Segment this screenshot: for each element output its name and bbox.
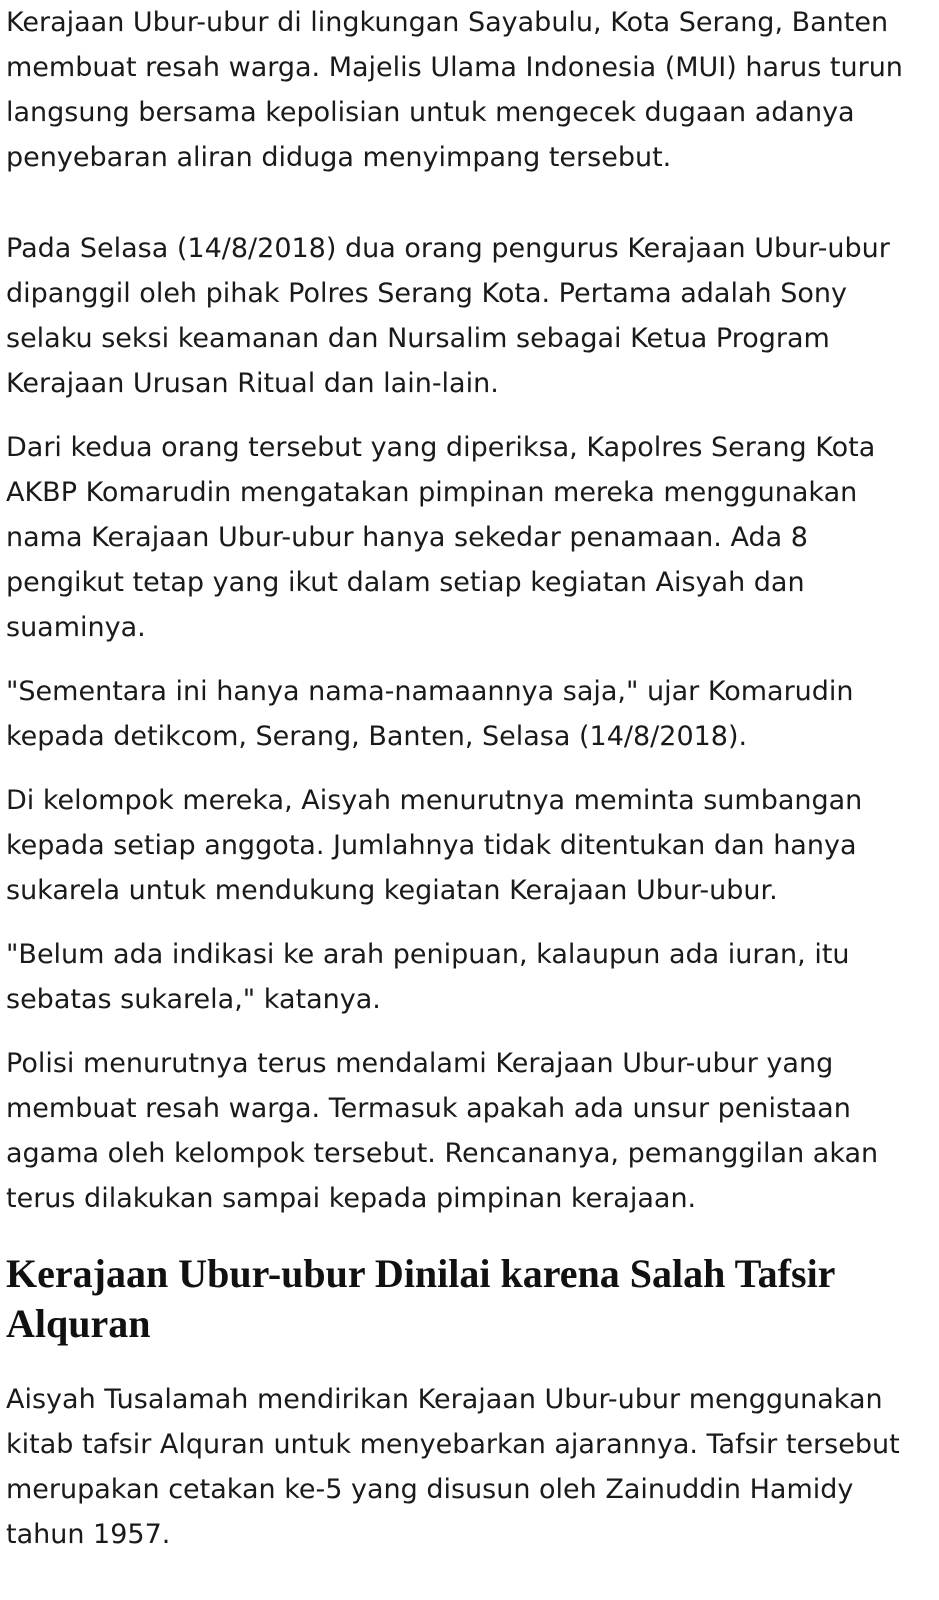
paragraph-investigation: Polisi menurutnya terus mendalami Kerajaan Ubur-ubur yang membuat resah warga. Termasuk apakah ada unsur penistaan agama oleh kelompok tersebut. Rencananya, pemanggilan akan terus dilakukan sampai kepada pimpinan kerajaan. [6,1048,879,1214]
paragraph-donations: Di kelompok mereka, Aisyah menurutnya meminta sumbangan kepada setiap anggota. Jumlahnya tidak ditentukan dan hanya sukarela untuk mendukung kegiatan Kerajaan Ubur-ubur. [6,785,863,906]
paragraph-tafsir: Aisyah Tusalamah mendirikan Kerajaan Ubur-ubur menggunakan kitab tafsir Alquran untuk menyebarkan ajarannya. Tafsir tersebut merupakan cetakan ke-5 yang disusun oleh Zainuddin Hamidy tahun 1957. [6,1384,900,1550]
paragraph-police-statement: Dari kedua orang tersebut yang diperiksa, Kapolres Serang Kota AKBP Komarudin mengatakan pimpinan mereka menggunakan nama Kerajaan Ubur-ubur hanya sekedar penamaan. Ada 8 pengikut tetap yang ikut dalam setiap kegiatan Aisyah dan suaminya. [6,432,876,643]
paragraph-intro: Kerajaan Ubur-ubur di lingkungan Sayabulu, Kota Serang, Banten membuat resah warga. Majelis Ulama Indonesia (MUI) harus turun langsung bersama kepolisian untuk mengecek dugaan adanya penyebaran aliran diduga menyimpang tersebut. [6,7,903,173]
paragraph-quote-names: "Sementara ini hanya nama-namaannya saja," ujar Komarudin kepada detikcom, Serang, Banten, Selasa (14/8/2018). [6,676,854,752]
paragraph-summons: Pada Selasa (14/8/2018) dua orang pengurus Kerajaan Ubur-ubur dipanggil oleh pihak Polres Serang Kota. Pertama adalah Sony selaku seksi keamanan dan Nursalim sebagai Ketua Program Kerajaan Urusan Ritual dan lain-lain. [6,233,890,399]
paragraph-quote-fraud: "Belum ada indikasi ke arah penipuan, kalaupun ada iuran, itu sebatas sukarela," katanya. [6,939,850,1015]
article-body [6,0,934,1557]
section-heading: Kerajaan Ubur-ubur Dinilai karena Salah Tafsir Alquran [6,1251,835,1346]
